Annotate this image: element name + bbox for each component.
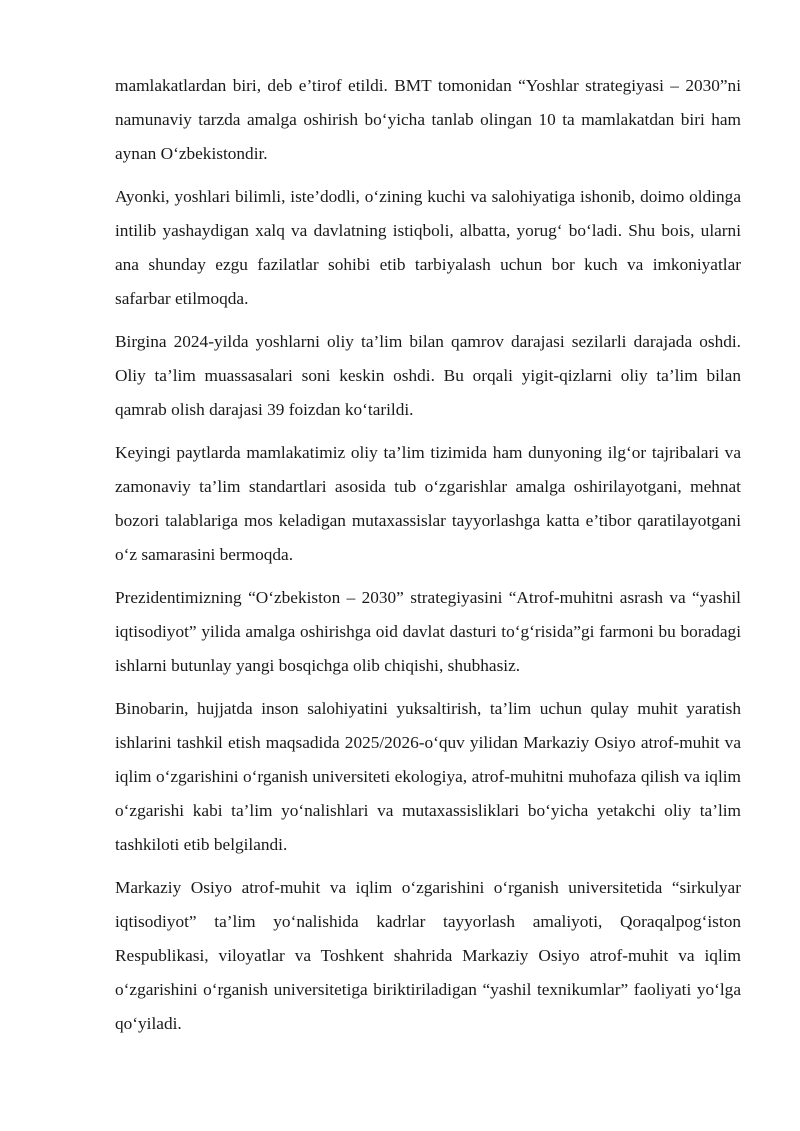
paragraph: Binobarin, hujjatda inson salohiyatini yuksaltirish, ta’lim uchun qulay muhit yaratish ishlarini tashkil etish maqsadida 2025/2026-o‘quv yilidan Markaziy Osiyo atrof-muhit va iqlim o‘zgarishini o‘rganish universiteti ekologiya, atrof-muhitni muhofaza qilish va iqlim o‘zgarishi kabi ta’lim yo‘nalishlari va mutaxassisliklari bo‘yicha yetakchi oliy ta’lim tashkiloti etib belgilandi. xyxy=(115,699,741,854)
paragraph: Birgina 2024-yilda yoshlarni oliy ta’lim bilan qamrov darajasi sezilarli darajada oshdi. Oliy ta’lim muassasalari soni keskin oshdi. Bu orqali yigit-qizlarni oliy ta’lim bilan qamrab olish darajasi 39 foizdan ko‘tarildi. xyxy=(115,332,741,419)
document-body xyxy=(115,69,741,1050)
paragraph: Keyingi paytlarda mamlakatimiz oliy ta’lim tizimida ham dunyoning ilg‘or tajribalari va zamonaviy ta’lim standartlari asosida tub o‘zgarishlar amalga oshirilayotgani, mehnat bozori talablariga mos keladigan mutaxassislar tayyorlashga katta e’tibor qaratilayotgani o‘z samarasini bermoqda. xyxy=(115,443,741,564)
paragraph: Ayonki, yoshlari bilimli, iste’dodli, o‘zining kuchi va salohiyatiga ishonib, doimo oldinga intilib yashaydigan xalq va davlatning istiqboli, albatta, yorug‘ bo‘ladi. Shu bois, ularni ana shunday ezgu fazilatlar sohibi etib tarbiyalash uchun bor kuch va imkoniyatlar safarbar etilmoqda. xyxy=(115,187,741,308)
paragraph: Prezidentimizning “O‘zbekiston – 2030” strategiyasini “Atrof-muhitni asrash va “yashil iqtisodiyot” yilida amalga oshirishga oid davlat dasturi to‘g‘risida”gi farmoni bu boradagi ishlarni butunlay yangi bosqichga olib chiqishi, shubhasiz. xyxy=(115,588,741,675)
paragraph: mamlakatlardan biri, deb e’tirof etildi. BMT tomonidan “Yoshlar strategiyasi – 2030”ni namunaviy tarzda amalga oshirish bo‘yicha tanlab olingan 10 ta mamlakatdan biri ham aynan O‘zbekistondir. xyxy=(115,76,741,163)
paragraph: Markaziy Osiyo atrof-muhit va iqlim o‘zgarishini o‘rganish universitetida “sirkulyar iqtisodiyot” ta’lim yo‘nalishida kadrlar tayyorlash amaliyoti, Qoraqalpog‘iston Respublikasi, viloyatlar va Toshkent shahrida Markaziy Osiyo atrof-muhit va iqlim o‘zgarishini o‘rganish universitetiga biriktiriladigan “yashil texnikumlar” faoliyati yo‘lga qo‘yiladi. xyxy=(115,878,741,1033)
